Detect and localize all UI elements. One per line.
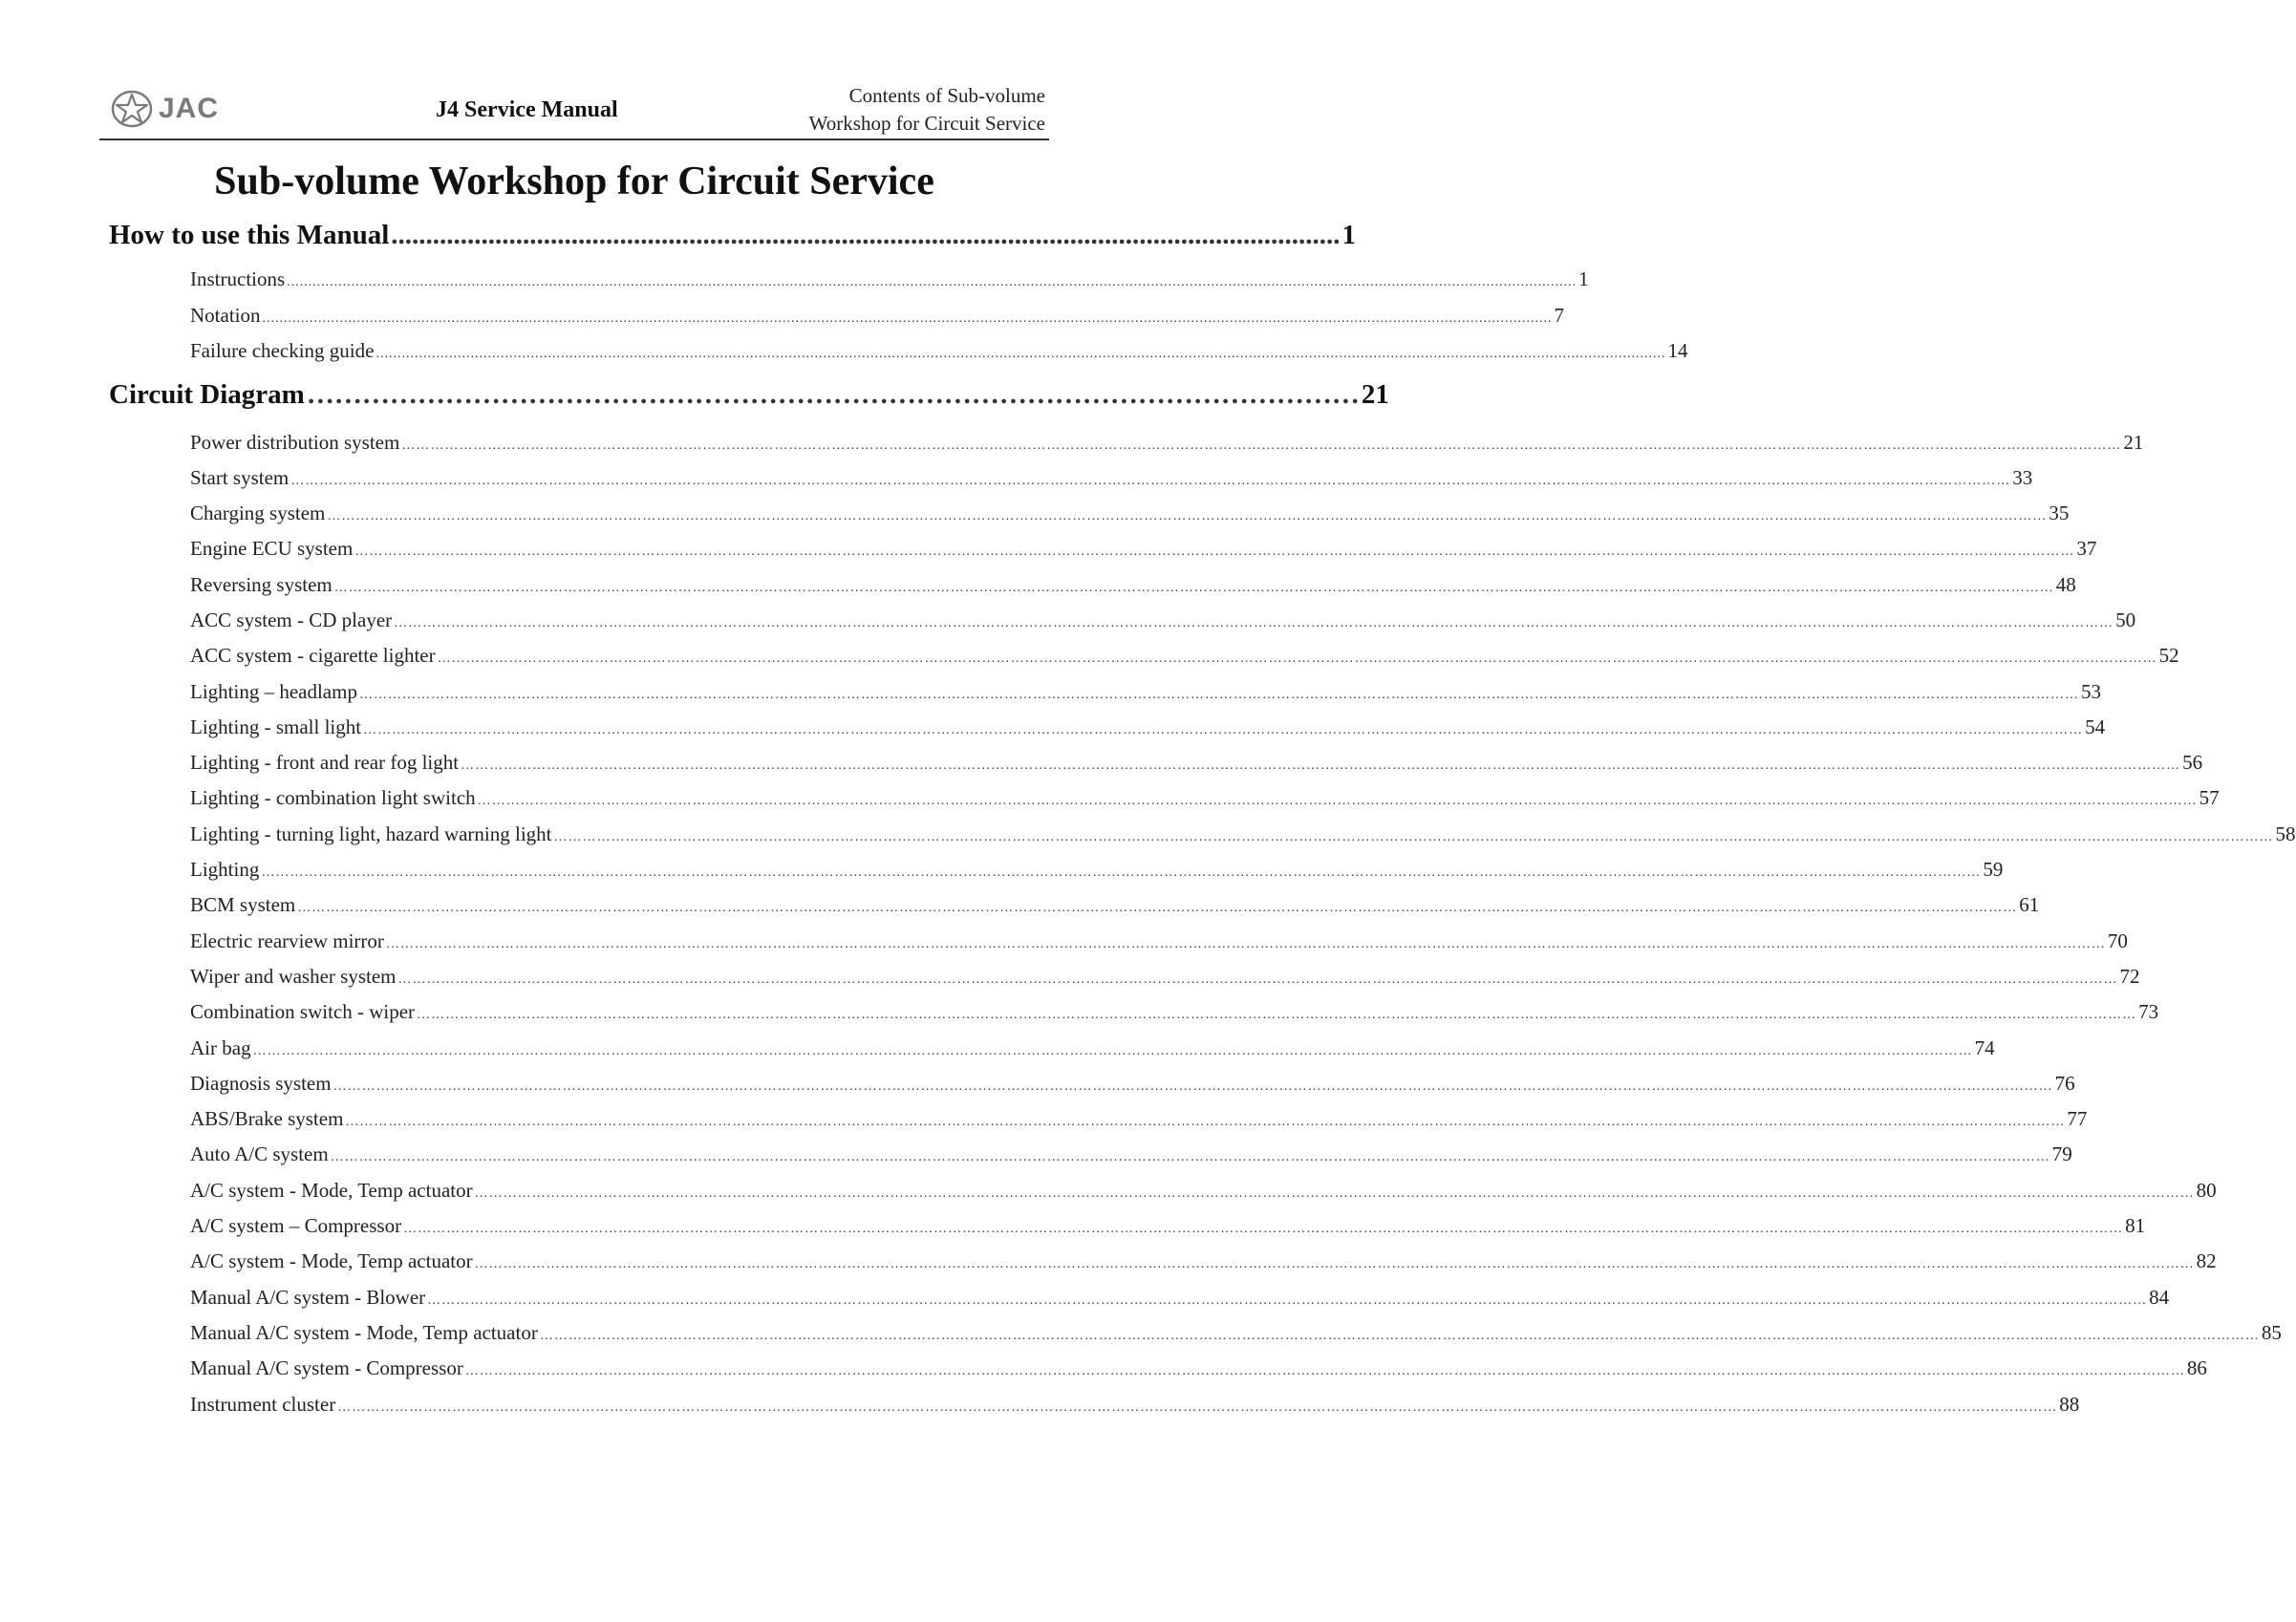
toc-entry[interactable] <box>190 893 2040 928</box>
header-contents-line2: Workshop for Circuit Service <box>808 112 1045 135</box>
toc-entry-label: Reversing system <box>190 572 333 596</box>
dot-leader: ……………………………………………………………………………………………………………………………………………………………………………………………………………………………………………………………………………………………………………………………… <box>363 722 2084 737</box>
dot-leader: ............................................................................................................................................................................................................................................................................................................ <box>376 347 1666 361</box>
toc-entry-label: Air bag <box>190 1035 251 1059</box>
toc-entry[interactable] <box>190 537 2097 572</box>
toc-entry-label: Instructions <box>190 267 286 290</box>
toc-entry-page: 72 <box>2119 964 2140 988</box>
header-contents-label <box>809 82 1045 138</box>
dot-leader: ……………………………………………………………………………………………………………………………………………………………………………………………………………………………………………………………………………………………………………………………… <box>261 865 1982 881</box>
header-divider <box>99 139 1049 140</box>
toc-entry[interactable] <box>190 1000 2159 1035</box>
toc-entry[interactable] <box>190 679 2101 715</box>
toc-entry[interactable] <box>190 502 2070 537</box>
toc-entry[interactable] <box>190 786 2220 822</box>
toc-entry-label: Electric rearview mirror <box>190 928 384 952</box>
toc-section-label: Circuit Diagram <box>109 378 305 410</box>
toc-entry-page: 80 <box>2196 1178 2217 1202</box>
toc-entry-label: A/C system – Compressor <box>190 1214 402 1238</box>
header-contents-line1: Contents of Sub-volume <box>848 84 1045 107</box>
toc-entry-label: Diagnosis system <box>190 1071 332 1095</box>
dot-leader: ……………………………………………………………………………………………………………………………………………………………………………………………………………………………………………………………………………………………………………………………… <box>385 936 2106 951</box>
toc-entry[interactable] <box>190 644 2179 679</box>
toc-entry-label: Instrument cluster <box>190 1392 336 1416</box>
toc-entry-label: Combination switch - wiper <box>190 1000 416 1024</box>
toc-entry-label: Manual A/C system - Mode, Temp actuator <box>190 1320 538 1344</box>
dot-leader: …………………………………………………………………………………………………… <box>306 378 1360 410</box>
dot-leader: ……………………………………………………………………………………………………………………………………………………………………………………………………………………………………………………………………………………………………………………………… <box>403 1222 2124 1237</box>
table-of-contents <box>99 220 2296 1428</box>
dot-leader: ……………………………………………………………………………………………………………………………………………………………………………………………………………………………………………………………………………………………………………………………… <box>333 580 2054 595</box>
toc-entry-label: Lighting - turning light, hazard warning light <box>190 822 552 845</box>
dot-leader: ……………………………………………………………………………………………………………………………………………………………………………………………………………………………………………………………………………………………………………………………… <box>290 473 2011 488</box>
toc-entry-page: 58 <box>2275 822 2296 845</box>
toc-entry-page: 53 <box>2080 679 2101 703</box>
toc-entry-label: Notation <box>190 303 261 327</box>
toc-entry-page: 57 <box>2199 786 2220 810</box>
logo-text: JAC <box>159 93 220 124</box>
toc-entry-page: 84 <box>2149 1285 2170 1309</box>
dot-leader: ……………………………………………………………………………………………………………………………………………………………………………………………………………………………………………………………………………………………………………………………… <box>333 1078 2053 1094</box>
manual-title: J4 Service Manual <box>436 97 618 122</box>
toc-entry[interactable] <box>190 1035 1995 1072</box>
toc-section-page: 21 <box>1361 378 1389 410</box>
toc-entry-label: Lighting - small light <box>190 715 362 738</box>
toc-section-page: 1 <box>1341 220 1357 250</box>
dot-leader: ……………………………………………………………………………………………………………………………………………………………………………………………………………………………………………………………………………………………………………………………… <box>358 687 2079 702</box>
dot-leader: ……………………………………………………………………………………………………………………………………………………………………………………………………………………………………………………………………………………………………………………………… <box>427 1292 2148 1308</box>
dot-leader: ……………………………………………………………………………………………………………………………………………………………………………………………………………………………………………………………………………………………………………………………… <box>474 1185 2195 1201</box>
dot-leader: ……………………………………………………………………………………………………………………………………………………………………………………………………………………………………………………………………………………………………………………………… <box>539 1328 2260 1343</box>
toc-entry[interactable] <box>190 1320 2282 1356</box>
jac-logo <box>111 90 219 128</box>
dot-leader: ……………………………………………………………………………………………………………………………………………………………………………………………………………………………………………………………………………………………………………………………… <box>464 1364 2185 1379</box>
toc-entry-label: ABS/Brake system <box>190 1107 344 1131</box>
toc-entry-label: Auto A/C system <box>190 1142 329 1166</box>
toc-entry-label: Charging system <box>190 502 326 525</box>
dot-leader: ……………………………………………………………………………………………………………………………………………………………………………………………………………………………………………………………………………………………………………………………… <box>297 901 2018 916</box>
dot-leader: ……………………………………………………………………………………………………………………………………………………………………………………………………………………………………………………………………………………………………………………………… <box>477 794 2198 809</box>
toc-entry-page: 37 <box>2076 537 2097 561</box>
toc-entry-page: 50 <box>2115 608 2136 631</box>
toc-entry-page: 14 <box>1667 339 1688 362</box>
dot-leader: ............................................................................................................................................................................................................................................................................................................ <box>287 275 1577 289</box>
toc-entry[interactable] <box>190 964 2140 1000</box>
toc-entry-label: Lighting - front and rear fog light <box>190 751 460 775</box>
toc-entry-page: 77 <box>2067 1107 2088 1131</box>
toc-section-label: How to use this Manual <box>109 220 390 250</box>
toc-entry-page: 61 <box>2019 893 2040 917</box>
toc-entry[interactable] <box>190 751 2203 786</box>
toc-entry-label: Lighting – headlamp <box>190 679 357 703</box>
toc-entry-page: 81 <box>2125 1214 2146 1238</box>
toc-entry-page: 86 <box>2186 1356 2207 1380</box>
dot-leader: ……………………………………………………………………………………………………………………………………………………………………………………………………………………………………………………………………………………………………………………………… <box>417 1008 2137 1023</box>
toc-entry[interactable] <box>190 1214 2146 1249</box>
toc-entry-page: 21 <box>2123 430 2144 454</box>
toc-entry-page: 7 <box>1554 303 1564 327</box>
toc-entry-label: Start system <box>190 465 290 489</box>
dot-leader: ……………………………………………………………………………………………………………………………………………………………………………………………………………………………………………………………………………………………………………………………… <box>437 651 2157 667</box>
toc-entry[interactable] <box>190 1392 2080 1428</box>
toc-entry[interactable] <box>190 822 2296 858</box>
toc-entry[interactable] <box>190 267 1589 304</box>
dot-leader: ……………………………………………………………………………………………………………………………………………………………………………………………………………………………………………………………………………………………………………………………… <box>461 758 2181 774</box>
toc-entry-page: 35 <box>2049 502 2070 525</box>
dot-leader: ……………………………………………………………………………………………………………………………………………………………………………………………………………………………………………………………………………………………………………………………… <box>327 509 2048 524</box>
toc-entry-label: ACC system - CD player <box>190 608 393 631</box>
toc-entry[interactable] <box>190 1071 2075 1107</box>
toc-entry-page: 48 <box>2055 572 2076 596</box>
toc-entry-page: 59 <box>1983 858 2004 882</box>
toc-entry-label: A/C system - Mode, Temp actuator <box>190 1178 473 1202</box>
dot-leader: ............................................................................................................................................................................................................................................................................................................ <box>262 310 1553 326</box>
toc-entry[interactable] <box>190 572 2076 608</box>
toc-entry[interactable] <box>190 430 2144 466</box>
toc-entry-page: 1 <box>1578 267 1589 290</box>
dot-leader: ……………………………………………………………………………………………………………………………………………………………………………………………………………………………………………………………………………………………………………………………… <box>474 1257 2195 1272</box>
jac-star-icon <box>111 90 153 128</box>
toc-entry-page: 56 <box>2182 751 2203 775</box>
toc-entry[interactable] <box>190 1107 2088 1142</box>
toc-entry-label: Manual A/C system - Blower <box>190 1285 426 1309</box>
toc-entry-page: 74 <box>1974 1035 1995 1059</box>
toc-entry[interactable] <box>190 1178 2217 1214</box>
toc-entry-page: 85 <box>2261 1320 2282 1344</box>
toc-entry[interactable] <box>190 1142 2072 1178</box>
page-title: Sub-volume Workshop for Circuit Service <box>214 160 934 203</box>
toc-entry-label: Power distribution system <box>190 430 400 454</box>
dot-leader: ……………………………………………………………………………………………………………………………………………………………………………………………………………………………………………………………………………………………………………………………… <box>394 615 2114 630</box>
toc-entry-page: 88 <box>2059 1392 2080 1416</box>
toc-section-how-to-use-items <box>99 267 1688 375</box>
toc-entry[interactable] <box>190 608 2136 644</box>
toc-section-circuit-diagram-items <box>99 430 2296 1428</box>
toc-entry-page: 82 <box>2196 1249 2217 1273</box>
toc-entry-page: 52 <box>2158 644 2179 668</box>
dot-leader: ……………………………………………………………………………………………………………………………………………………………………………………………………………………………………………………………………………………………………………………………… <box>553 829 2274 844</box>
toc-entry-label: ACC system - cigarette lighter <box>190 644 436 668</box>
toc-section-circuit-diagram[interactable] <box>109 378 1389 431</box>
dot-leader: ……………………………………………………………………………………………………………………………………………………………………………………………………………………………………………………………………………………………………………………………… <box>401 438 2122 453</box>
toc-entry[interactable] <box>190 1356 2207 1392</box>
toc-entry-page: 76 <box>2054 1071 2075 1095</box>
toc-entry[interactable] <box>190 715 2106 751</box>
toc-entry-label: Lighting - combination light switch <box>190 786 476 810</box>
toc-entry-label: Wiper and washer system <box>190 964 397 988</box>
toc-entry-page: 54 <box>2085 715 2106 738</box>
toc-entry-label: A/C system - Mode, Temp actuator <box>190 1249 473 1273</box>
dot-leader: ……………………………………………………………………………………………………………………………………………………………………………………………………………………………………………………………………………………………………………………………… <box>345 1115 2066 1130</box>
dot-leader: ……………………………………………………………………………………………………………………………………………………………………………………………………………………………………………………………………………………………………………………………… <box>354 544 2075 560</box>
page-header <box>99 80 1049 139</box>
toc-entry-page: 79 <box>2051 1142 2072 1166</box>
toc-entry-label: Failure checking guide <box>190 339 375 362</box>
toc-entry[interactable] <box>190 1285 2170 1321</box>
dot-leader: ……………………………………………………………………………………………………………………………………………………………………………………………………………………………………………………………………………………………………………………………… <box>397 971 2118 987</box>
dot-leader: ......................................................................................................................................... <box>391 220 1341 250</box>
toc-entry-label: BCM system <box>190 893 296 917</box>
dot-leader: ……………………………………………………………………………………………………………………………………………………………………………………………………………………………………………………………………………………………………………………………… <box>337 1399 2058 1415</box>
toc-entry[interactable] <box>190 339 1688 375</box>
toc-entry-page: 33 <box>2012 465 2033 489</box>
toc-entry-page: 70 <box>2107 928 2128 952</box>
toc-section-how-to-use[interactable] <box>109 220 1357 267</box>
toc-entry-label: Engine ECU system <box>190 537 354 561</box>
toc-entry-page: 73 <box>2138 1000 2159 1024</box>
toc-entry[interactable] <box>190 1249 2217 1285</box>
toc-entry[interactable] <box>190 303 1564 340</box>
toc-entry[interactable] <box>190 858 2004 893</box>
toc-entry-label: Lighting <box>190 858 260 882</box>
dot-leader: ……………………………………………………………………………………………………………………………………………………………………………………………………………………………………………………………………………………………………………………………… <box>252 1043 1973 1058</box>
dot-leader: ……………………………………………………………………………………………………………………………………………………………………………………………………………………………………………………………………………………………………………………………… <box>330 1150 2050 1165</box>
toc-entry[interactable] <box>190 465 2033 502</box>
toc-entry-label: Manual A/C system - Compressor <box>190 1356 463 1380</box>
toc-entry[interactable] <box>190 928 2128 965</box>
